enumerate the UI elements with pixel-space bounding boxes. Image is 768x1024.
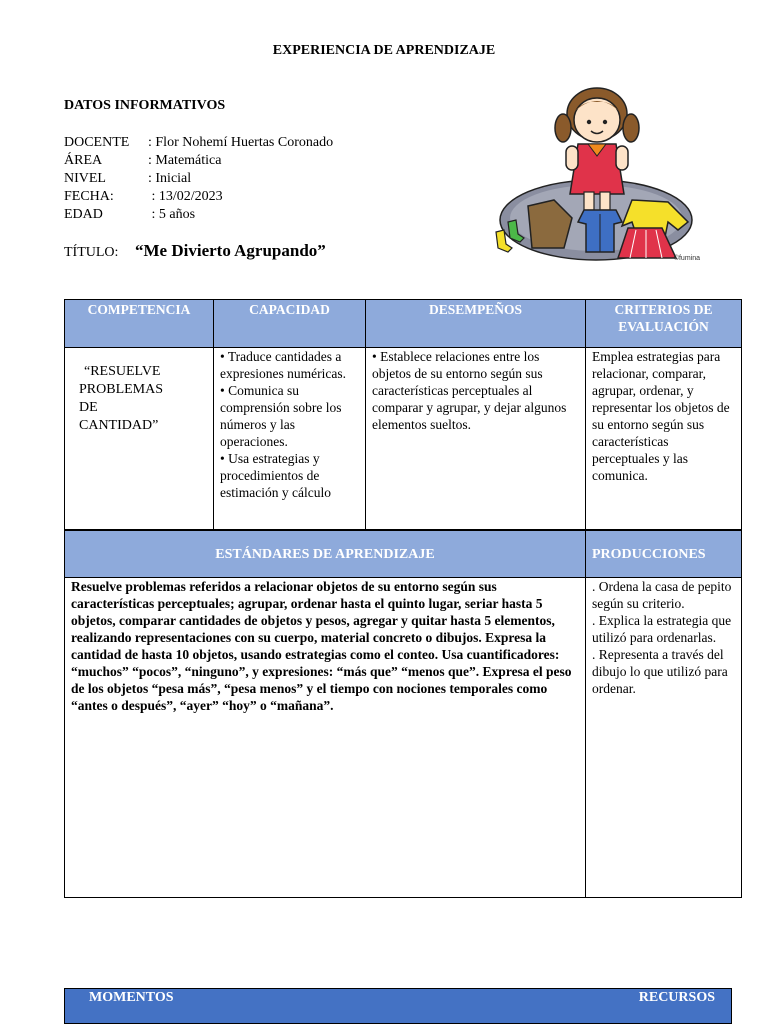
- document-title: EXPERIENCIA DE APRENDIZAJE: [272, 43, 496, 58]
- competencia-cell: [65, 348, 214, 530]
- table-row: [65, 348, 742, 530]
- info-value: : Flor Nohemí Huertas Coronado: [148, 135, 334, 150]
- competencia-line: PROBLEMAS: [79, 382, 164, 397]
- info-label: FECHA:: [64, 189, 114, 204]
- info-row-area: [64, 152, 221, 170]
- header-competencia: COMPETENCIA: [65, 300, 214, 348]
- produccion-item: . Ordena la casa de pepito según su criterio.: [592, 579, 732, 611]
- capacidad-cell: [214, 348, 366, 530]
- info-value: : 13/02/2023: [148, 189, 223, 204]
- momentos-recursos-header: [64, 988, 732, 1024]
- estandares-cell: Resuelve problemas referidos a relacionar objetos de su entorno según sus características perceptuales; agrupar, ordenar hasta el quinto lugar, seriar hasta 5 objetos, comparar cantidades de objetos y pesos, agregar y quitar hasta 5 elementos, realizando representaciones con su cuerpo, material concreto o dibujos. Expresa la cantidad de hasta 10 objetos, usando estrategias como el conteo. Usa cuantificadores: “muchos” “pocos”, “ninguno”, y expresiones: “más que” “menos que”. Expresa el peso de los objetos “pesa más”, “pesa menos” y el tiempo con nociones temporales como “antes o después”, “ayer” “hoy” o “mañana”.: [65, 578, 586, 898]
- produccion-item: . Explica la estrategia que utilizó para ordenarlas.: [592, 613, 732, 645]
- illustration-svg: [492, 72, 706, 274]
- illustration-credit: ©fumina: [673, 255, 700, 262]
- capacidad-item: • Usa estrategias y procedimientos de estimación y cálculo: [220, 451, 331, 500]
- header-desempenos: DESEMPEÑOS: [366, 300, 586, 348]
- competencia-line: “RESUELVE: [84, 364, 161, 379]
- producciones-cell: [586, 578, 742, 898]
- competencia-line: DE: [79, 400, 98, 415]
- header-criterios: CRITERIOS DE EVALUACIÓN: [586, 300, 742, 348]
- info-label: ÁREA: [64, 153, 103, 168]
- info-row-fecha: [64, 188, 223, 206]
- header-estandares: ESTÁNDARES DE APRENDIZAJE: [65, 531, 586, 578]
- desempenos-cell: • Establece relaciones entre los objetos de su entorno según sus características perceptuales al comparar y agrupar, y dejar algunos elementos sueltos.: [366, 348, 586, 530]
- titulo-value: “Me Divierto Agrupando”: [135, 241, 326, 260]
- titulo-label: TÍTULO:: [64, 245, 119, 260]
- info-value: : Matemática: [148, 153, 222, 168]
- table-header-row: [65, 300, 742, 348]
- info-label: EDAD: [64, 207, 103, 222]
- header-capacidad: CAPACIDAD: [214, 300, 366, 348]
- info-label: DOCENTE: [64, 135, 130, 150]
- estandares-table: [64, 530, 742, 898]
- produccion-item: . Representa a través del dibujo lo que utilizó para ordenar.: [592, 647, 728, 696]
- competencias-table: [64, 299, 742, 530]
- info-row-edad: [64, 206, 195, 224]
- girl-sorting-clothes-illustration: [492, 72, 706, 274]
- info-label: NIVEL: [64, 171, 106, 186]
- criterios-cell: Emplea estrategias para relacionar, comparar, agrupar, ordenar, y representar los objetos de su entorno según sus características perceptuales y las comunica.: [586, 348, 742, 530]
- recursos-label: RECURSOS: [638, 990, 715, 1005]
- competencia-line: CANTIDAD”: [79, 418, 159, 433]
- info-row-docente: [64, 134, 333, 152]
- info-value: : Inicial: [148, 171, 192, 186]
- info-value: : 5 años: [148, 207, 196, 222]
- momentos-label: MOMENTOS: [89, 990, 174, 1005]
- header-producciones: PRODUCCIONES: [586, 531, 742, 578]
- info-row-nivel: [64, 170, 191, 188]
- section-title: DATOS INFORMATIVOS: [64, 98, 226, 113]
- capacidad-item: • Comunica su comprensión sobre los números y las operaciones.: [220, 383, 342, 449]
- table-row: [65, 578, 742, 898]
- table-header-row: [65, 531, 742, 578]
- capacidad-item: • Traduce cantidades a expresiones numéricas.: [220, 349, 346, 381]
